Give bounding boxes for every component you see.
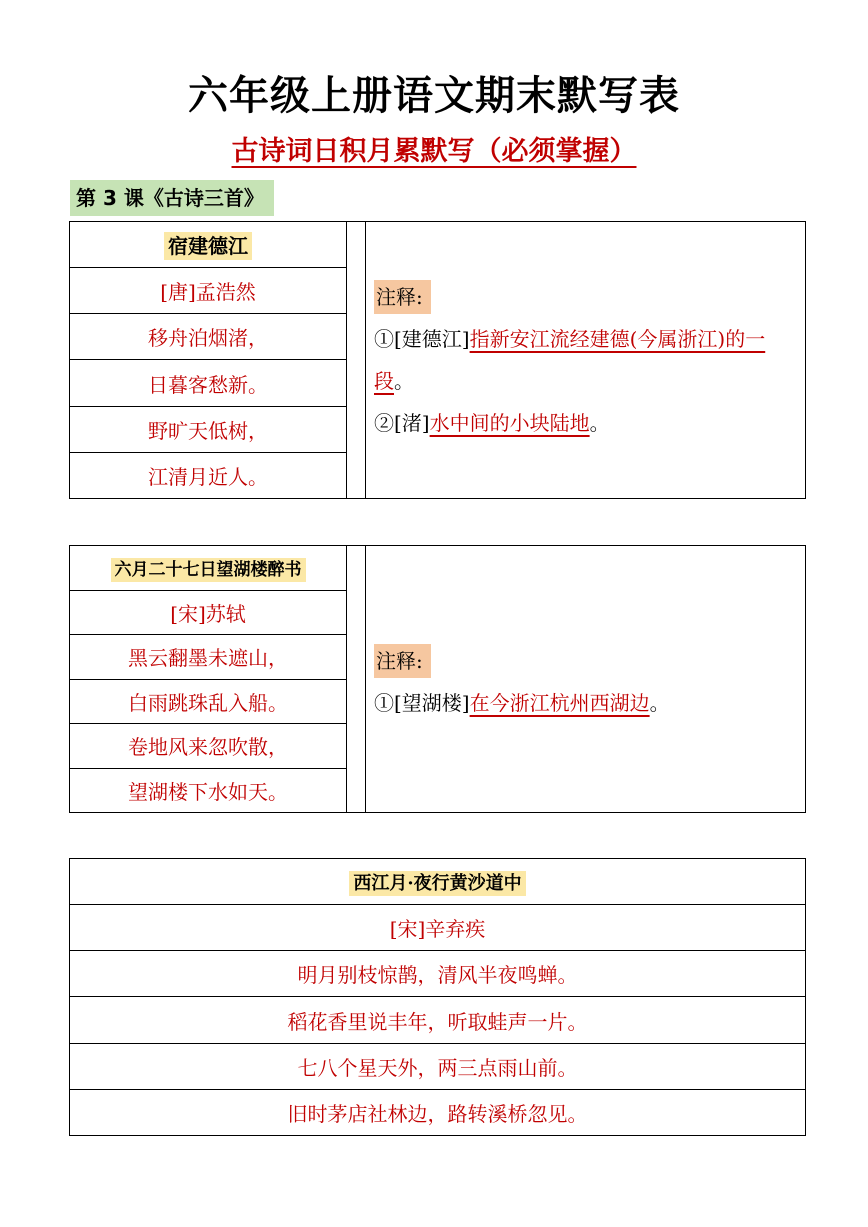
note-text: 指新安江流经建德(今属浙江)的一段	[374, 327, 766, 393]
note-end: 。	[649, 691, 670, 715]
note-end: 。	[394, 369, 414, 393]
poem-line: 望湖楼下水如天。	[70, 768, 347, 813]
poem-line: 移舟泊烟渚，	[70, 314, 347, 360]
page-subtitle: 古诗词日积月累默写（必须掌握）	[231, 136, 637, 167]
poem-title: 六月二十七日望湖楼醉书	[111, 558, 306, 582]
poem-line: 卷地风来忽吹散，	[70, 724, 347, 769]
poem-title-cell	[70, 859, 806, 905]
spacer-column	[347, 546, 366, 813]
poem-line: 旧时茅店社林边，路转溪桥忽见。	[70, 1089, 806, 1135]
poem-line: 白雨跳珠乱入船。	[70, 679, 347, 724]
poem-line: 稻花香里说丰年，听取蛙声一片。	[70, 997, 806, 1043]
poem-table-2	[69, 545, 806, 813]
poem-line: 日暮客愁新。	[70, 360, 347, 406]
notes-label: 注释:	[374, 644, 431, 678]
note-text: 水中间的小块陆地	[429, 411, 590, 435]
poem-line: 野旷天低树，	[70, 406, 347, 452]
notes-label: 注释:	[374, 280, 431, 314]
poem-title-cell	[70, 222, 347, 268]
note-end: 。	[589, 411, 610, 435]
notes-cell	[366, 546, 806, 813]
note-text: 在今浙江杭州西湖边	[469, 691, 650, 715]
poem-title: 宿建德江	[164, 232, 252, 260]
spacer-column	[347, 222, 366, 499]
poem-author: [宋]辛弃疾	[70, 905, 806, 951]
poem-table-1	[69, 221, 806, 499]
lesson-heading: 第 3 课《古诗三首》	[70, 180, 274, 216]
page-title: 六年级上册语文期末默写表	[188, 73, 680, 119]
note-item	[374, 402, 799, 444]
poem-author: [唐]孟浩然	[70, 268, 347, 314]
note-item	[374, 318, 799, 402]
poem-title: 西江月·夜行黄沙道中	[349, 871, 525, 896]
poem-title-cell	[70, 546, 347, 591]
poem-line: 七八个星天外，两三点雨山前。	[70, 1043, 806, 1089]
notes-cell	[366, 222, 806, 499]
note-marker: ②[渚]	[374, 411, 430, 435]
poem-line: 黑云翻墨未遮山，	[70, 635, 347, 680]
note-marker: ①[望湖楼]	[374, 691, 470, 715]
poem-author: [宋]苏轼	[70, 590, 347, 635]
poem-table-3	[69, 858, 806, 1136]
note-item	[374, 682, 799, 724]
poem-line: 江清月近人。	[70, 452, 347, 498]
poem-line: 明月别枝惊鹊，清风半夜鸣蝉。	[70, 951, 806, 997]
note-marker: ①[建德江]	[374, 327, 470, 351]
